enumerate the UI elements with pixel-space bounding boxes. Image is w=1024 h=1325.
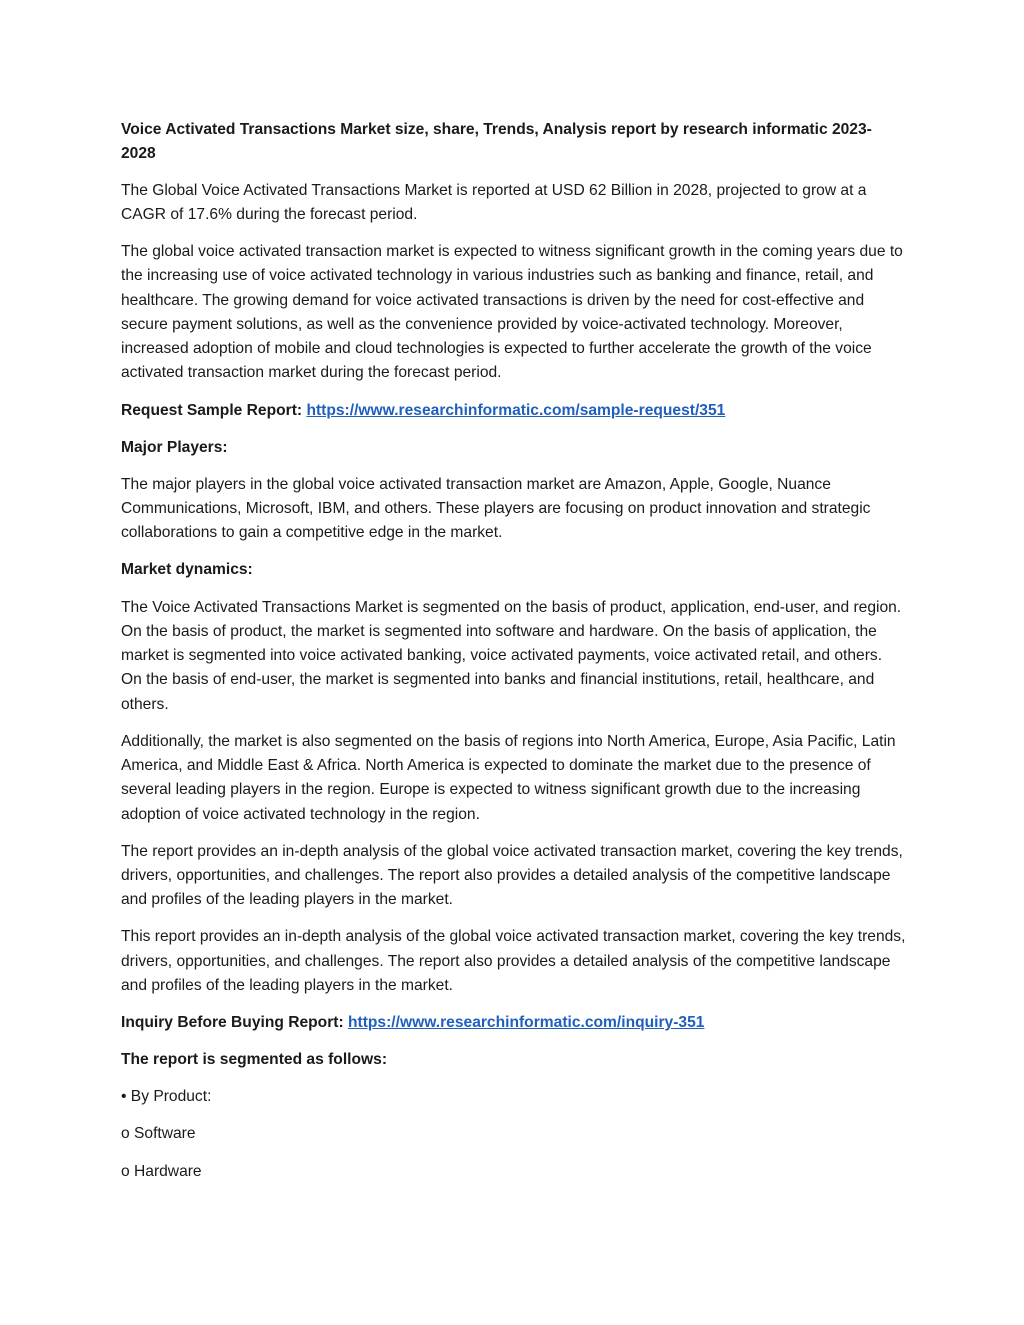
document-title: Voice Activated Transactions Market size, share, Trends, Analysis report by research informatic 2023-2028 — [121, 121, 872, 163]
segment-software: o Software — [121, 1125, 196, 1143]
report-paragraph-1: The report provides an in-depth analysis of the global voice activated transaction market, covering the key trends, drivers, opportunities, and challenges. The report also provides a detailed analysis of the competitive landscape and profiles of the leading players in the market. — [121, 842, 903, 909]
major-players-heading: Major Players: — [121, 438, 228, 456]
sample-request-link[interactable]: https://www.researchinformatic.com/sample-request/351 — [306, 401, 726, 419]
document-page — [121, 118, 906, 1197]
inquiry-line — [121, 1011, 906, 1035]
market-dynamics-heading: Market dynamics: — [121, 561, 253, 579]
sample-request-line — [121, 399, 906, 423]
segment-hardware: o Hardware — [121, 1162, 202, 1180]
segment-by-product: • By Product: — [121, 1088, 212, 1106]
growth-paragraph: The global voice activated transaction market is expected to witness significant growth in the coming years due to the increasing use of voice activated technology in various industries such as banking and finance, retail, and healthcare. The growing demand for voice activated transactions is driven by the need for cost-effective and secure payment solutions, as well as the convenience provided by voice-activated technology. Moreover, increased adoption of mobile and cloud technologies is expected to further accelerate the growth of the voice activated transaction market during the forecast period. — [121, 242, 903, 382]
segmented-heading: The report is segmented as follows: — [121, 1051, 388, 1069]
players-paragraph: The major players in the global voice activated transaction market are Amazon, Apple, Google, Nuance Communications, Microsoft, IBM, and others. These players are focusing on product innovation and strategic collaborations to gain a competitive edge in the market. — [121, 475, 871, 542]
inquiry-label: Inquiry Before Buying Report: — [121, 1014, 344, 1032]
report-paragraph-2: This report provides an in-depth analysis of the global voice activated transaction market, covering the key trends, drivers, opportunities, and challenges. The report also provides a detailed analysis of the competitive landscape and profiles of the leading players in the market. — [121, 928, 906, 995]
dynamics-paragraph-1: The Voice Activated Transactions Market is segmented on the basis of product, application, end-user, and region. On the basis of product, the market is segmented into software and hardware. On the basis of application, the market is segmented into voice activated banking, voice activated payments, voice activated retail, and others. On the basis of end-user, the market is segmented into banks and financial institutions, retail, healthcare, and others. — [121, 598, 902, 713]
sample-request-label: Request Sample Report: — [121, 401, 303, 419]
dynamics-paragraph-2: Additionally, the market is also segmented on the basis of regions into North America, Europe, Asia Pacific, Latin America, and Middle East & Africa. North America is expected to dominate the market due to the presence of several leading players in the region. Europe is expected to witness significant growth due to the increasing adoption of voice activated technology in the region. — [121, 732, 896, 823]
inquiry-link[interactable]: https://www.researchinformatic.com/inquiry-351 — [348, 1014, 705, 1032]
intro-paragraph: The Global Voice Activated Transactions Market is reported at USD 62 Billion in 2028, projected to grow at a CAGR of 17.6% during the forecast period. — [121, 181, 867, 223]
